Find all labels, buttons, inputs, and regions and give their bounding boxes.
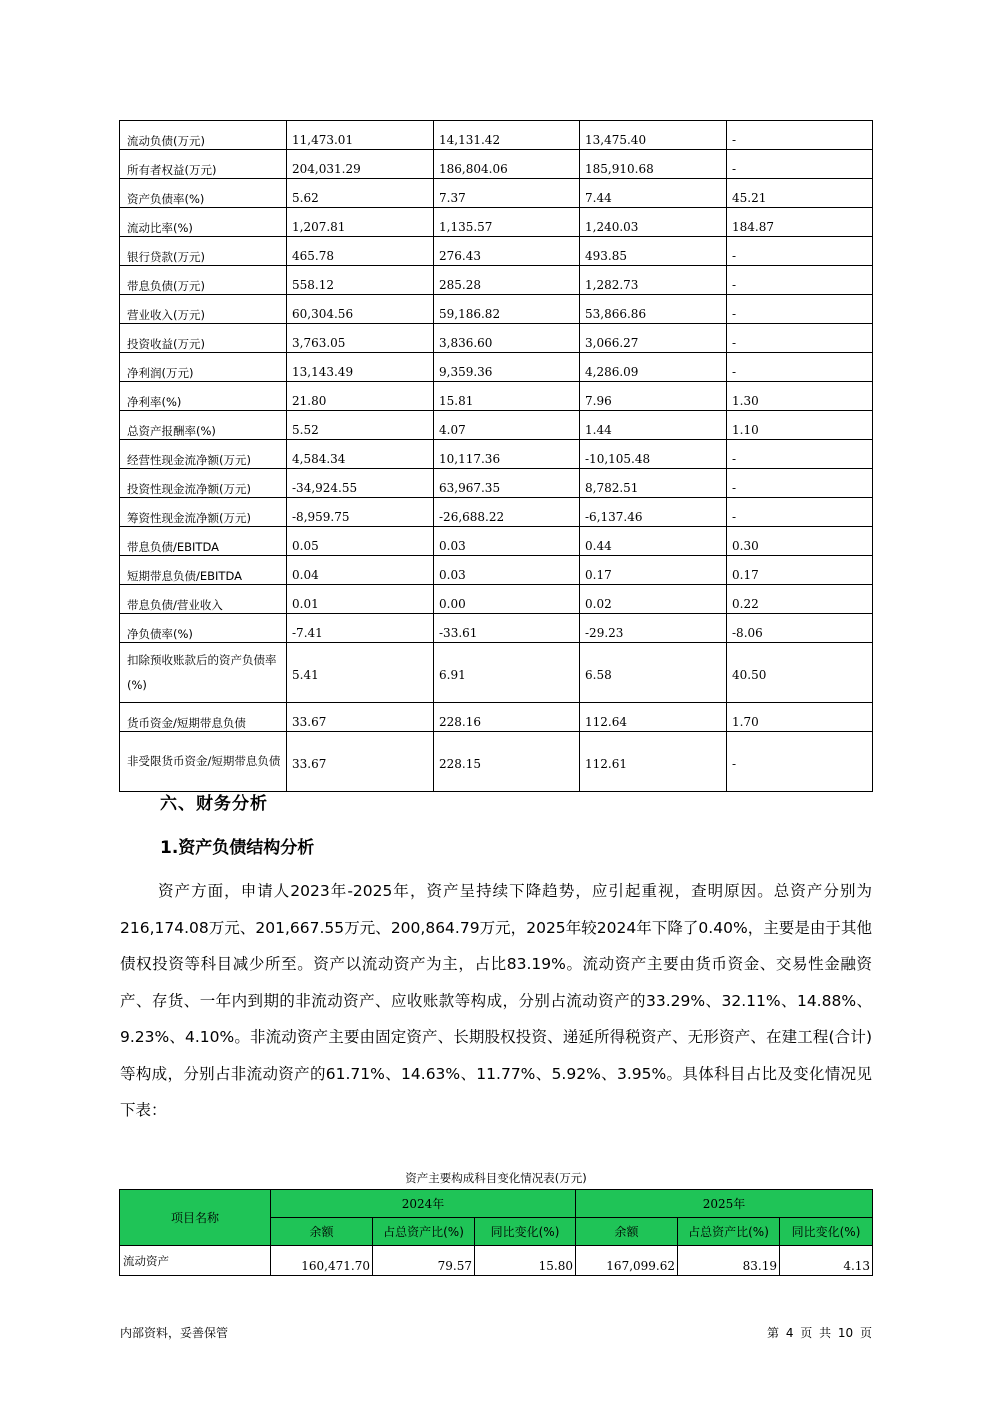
financial-metrics-table-body bbox=[120, 121, 873, 792]
table-row bbox=[120, 208, 873, 237]
header-item-name: 项目名称 bbox=[120, 1190, 271, 1246]
metric-value: 7.96 bbox=[580, 382, 727, 411]
row-item-name: 流动资产 bbox=[120, 1246, 271, 1276]
metric-value: 53,866.86 bbox=[580, 295, 727, 324]
metric-value: 0.00 bbox=[434, 585, 580, 614]
subheader-balance: 余额 bbox=[576, 1218, 678, 1246]
metric-value: 0.03 bbox=[434, 527, 580, 556]
metric-value: 5.41 bbox=[287, 643, 434, 703]
metric-label: 带息负债(万元) bbox=[120, 266, 287, 295]
metric-value: - bbox=[727, 469, 873, 498]
metric-value: -33.61 bbox=[434, 614, 580, 643]
metric-value: - bbox=[727, 237, 873, 266]
metric-value: 4,286.09 bbox=[580, 353, 727, 382]
footer-page-number: 第 4 页 共 10 页 bbox=[767, 1326, 872, 1340]
metric-value: 493.85 bbox=[580, 237, 727, 266]
metric-value: 1,135.57 bbox=[434, 208, 580, 237]
metric-label: 投资收益(万元) bbox=[120, 324, 287, 353]
metric-value: 60,304.56 bbox=[287, 295, 434, 324]
metric-value: 3,763.05 bbox=[287, 324, 434, 353]
metric-value: 112.61 bbox=[580, 732, 727, 792]
metric-label: 流动比率(%) bbox=[120, 208, 287, 237]
metric-value: -34,924.55 bbox=[287, 469, 434, 498]
table-row bbox=[120, 237, 873, 266]
metric-value: - bbox=[727, 295, 873, 324]
metric-value: 228.15 bbox=[434, 732, 580, 792]
metric-label: 净利率(%) bbox=[120, 382, 287, 411]
metric-value: 59,186.82 bbox=[434, 295, 580, 324]
metric-value: 184.87 bbox=[727, 208, 873, 237]
metric-value: 4,584.34 bbox=[287, 440, 434, 469]
asset-table-body bbox=[120, 1246, 873, 1276]
metric-value: 5.62 bbox=[287, 179, 434, 208]
metric-value: 6.91 bbox=[434, 643, 580, 703]
metric-value: 15.81 bbox=[434, 382, 580, 411]
metric-value: 13,143.49 bbox=[287, 353, 434, 382]
metric-value: - bbox=[727, 353, 873, 382]
subheader-ratio: 占总资产比(%) bbox=[373, 1218, 475, 1246]
financial-metrics-table bbox=[119, 120, 873, 792]
table-row bbox=[120, 732, 873, 792]
table-row bbox=[120, 614, 873, 643]
metric-value: 186,804.06 bbox=[434, 150, 580, 179]
metric-value: 204,031.29 bbox=[287, 150, 434, 179]
metric-value: - bbox=[727, 150, 873, 179]
subheader-ratio: 占总资产比(%) bbox=[678, 1218, 780, 1246]
table-row bbox=[120, 469, 873, 498]
metric-value: 0.44 bbox=[580, 527, 727, 556]
metric-label: 扣除预收账款后的资产负债率(%) bbox=[120, 643, 287, 703]
metric-value: 112.64 bbox=[580, 703, 727, 732]
table-row bbox=[120, 266, 873, 295]
metric-label: 货币资金/短期带息负债 bbox=[120, 703, 287, 732]
metric-value: 0.04 bbox=[287, 556, 434, 585]
metric-value: 6.58 bbox=[580, 643, 727, 703]
row-value: 160,471.70 bbox=[271, 1246, 373, 1276]
metric-value: - bbox=[727, 440, 873, 469]
metric-value: - bbox=[727, 266, 873, 295]
metric-label: 总资产报酬率(%) bbox=[120, 411, 287, 440]
metric-value: 7.37 bbox=[434, 179, 580, 208]
metric-value: 276.43 bbox=[434, 237, 580, 266]
footer-confidential: 内部资料，妥善保管 bbox=[120, 1326, 229, 1340]
metric-value: 0.05 bbox=[287, 527, 434, 556]
subheader-balance: 余额 bbox=[271, 1218, 373, 1246]
metric-label: 资产负债率(%) bbox=[120, 179, 287, 208]
analysis-paragraph: 资产方面，申请人2023年-2025年，资产呈持续下降趋势，应引起重视，查明原因。总资产分别为216,174.08万元、201,667.55万元、200,864.79万元，2025年较2024年下降了0.40%，主要是由于其他债权投资等科目减少所至。资产以流动资产为主，占比83.19%。流动资产主要由货币资金、交易性金融资产、存货、一年内到期的非流动资产、应收账款等构成，分别占流动资产的33.29%、32.11%、14.88%、9.23%、4.10%。非流动资产主要由固定资产、长期股权投资、递延所得税资产、无形资产、在建工程(合计)等构成，分别占非流动资产的61.71%、14.63%、11.77%、5.92%、3.95%。具体科目占比及变化情况见下表： bbox=[120, 882, 872, 1119]
metric-label: 筹资性现金流净额(万元) bbox=[120, 498, 287, 527]
table-row bbox=[120, 1246, 873, 1276]
metric-label: 非受限货币资金/短期带息负债 bbox=[120, 732, 287, 792]
metric-value: 13,475.40 bbox=[580, 121, 727, 150]
subheader-yoy: 同比变化(%) bbox=[475, 1218, 576, 1246]
table-row bbox=[120, 179, 873, 208]
table-row bbox=[120, 498, 873, 527]
metric-value: -10,105.48 bbox=[580, 440, 727, 469]
table-row bbox=[120, 527, 873, 556]
metric-value: 1,240.03 bbox=[580, 208, 727, 237]
table-row bbox=[120, 295, 873, 324]
metric-label: 净负债率(%) bbox=[120, 614, 287, 643]
metric-value: -7.41 bbox=[287, 614, 434, 643]
table-row bbox=[120, 121, 873, 150]
metric-value: 5.52 bbox=[287, 411, 434, 440]
metric-value: 21.80 bbox=[287, 382, 434, 411]
metric-value: 33.67 bbox=[287, 703, 434, 732]
metric-value: -8.06 bbox=[727, 614, 873, 643]
metric-value: 4.07 bbox=[434, 411, 580, 440]
metric-value: -6,137.46 bbox=[580, 498, 727, 527]
metric-value: 14,131.42 bbox=[434, 121, 580, 150]
metric-value: 9,359.36 bbox=[434, 353, 580, 382]
metric-value: 228.16 bbox=[434, 703, 580, 732]
metric-label: 银行贷款(万元) bbox=[120, 237, 287, 266]
metric-value: 558.12 bbox=[287, 266, 434, 295]
metric-value: 3,836.60 bbox=[434, 324, 580, 353]
metric-value: 7.44 bbox=[580, 179, 727, 208]
table-caption: 资产主要构成科目变化情况表(万元) bbox=[405, 1171, 587, 1185]
metric-value: 33.67 bbox=[287, 732, 434, 792]
metric-label: 营业收入(万元) bbox=[120, 295, 287, 324]
metric-value: -26,688.22 bbox=[434, 498, 580, 527]
row-value: 4.13 bbox=[780, 1246, 873, 1276]
metric-value: - bbox=[727, 324, 873, 353]
table-row bbox=[120, 585, 873, 614]
table-row bbox=[120, 703, 873, 732]
metric-value: 0.02 bbox=[580, 585, 727, 614]
row-value: 167,099.62 bbox=[576, 1246, 678, 1276]
subheader-yoy: 同比变化(%) bbox=[780, 1218, 873, 1246]
metric-value: 0.22 bbox=[727, 585, 873, 614]
metric-label: 带息负债/营业收入 bbox=[120, 585, 287, 614]
metric-value: 0.01 bbox=[287, 585, 434, 614]
table-row bbox=[120, 382, 873, 411]
metric-value: 0.17 bbox=[580, 556, 727, 585]
subsection-heading: 1.资产负债结构分析 bbox=[160, 838, 315, 858]
row-value: 83.19 bbox=[678, 1246, 780, 1276]
metric-value: 0.03 bbox=[434, 556, 580, 585]
metric-value: 1,207.81 bbox=[287, 208, 434, 237]
table-row bbox=[120, 324, 873, 353]
table-row bbox=[120, 411, 873, 440]
metric-label: 经营性现金流净额(万元) bbox=[120, 440, 287, 469]
metric-value: 1.44 bbox=[580, 411, 727, 440]
row-value: 15.80 bbox=[475, 1246, 576, 1276]
row-value: 79.57 bbox=[373, 1246, 475, 1276]
table-row bbox=[120, 556, 873, 585]
metric-value: - bbox=[727, 732, 873, 792]
table-row bbox=[120, 150, 873, 179]
metric-label: 投资性现金流净额(万元) bbox=[120, 469, 287, 498]
metric-value: -29.23 bbox=[580, 614, 727, 643]
metric-value: 11,473.01 bbox=[287, 121, 434, 150]
metric-value: 1.70 bbox=[727, 703, 873, 732]
metric-label: 流动负债(万元) bbox=[120, 121, 287, 150]
metric-value: -8,959.75 bbox=[287, 498, 434, 527]
metric-label: 短期带息负债/EBITDA bbox=[120, 556, 287, 585]
metric-value: 45.21 bbox=[727, 179, 873, 208]
table-row bbox=[120, 643, 873, 703]
metric-label: 净利润(万元) bbox=[120, 353, 287, 382]
metric-value: 465.78 bbox=[287, 237, 434, 266]
metric-value: - bbox=[727, 498, 873, 527]
metric-value: 40.50 bbox=[727, 643, 873, 703]
metric-value: 1.30 bbox=[727, 382, 873, 411]
header-year-2024: 2024年 bbox=[271, 1190, 576, 1218]
metric-value: - bbox=[727, 121, 873, 150]
metric-label: 带息负债/EBITDA bbox=[120, 527, 287, 556]
section-heading: 六、财务分析 bbox=[160, 794, 268, 814]
metric-value: 63,967.35 bbox=[434, 469, 580, 498]
metric-value: 3,066.27 bbox=[580, 324, 727, 353]
table-row bbox=[120, 353, 873, 382]
metric-value: 0.17 bbox=[727, 556, 873, 585]
header-year-2025: 2025年 bbox=[576, 1190, 873, 1218]
metric-label: 所有者权益(万元) bbox=[120, 150, 287, 179]
metric-value: 1,282.73 bbox=[580, 266, 727, 295]
metric-value: 8,782.51 bbox=[580, 469, 727, 498]
metric-value: 10,117.36 bbox=[434, 440, 580, 469]
asset-composition-table bbox=[119, 1189, 873, 1276]
metric-value: 0.30 bbox=[727, 527, 873, 556]
table-row bbox=[120, 440, 873, 469]
metric-value: 1.10 bbox=[727, 411, 873, 440]
metric-value: 285.28 bbox=[434, 266, 580, 295]
metric-value: 185,910.68 bbox=[580, 150, 727, 179]
